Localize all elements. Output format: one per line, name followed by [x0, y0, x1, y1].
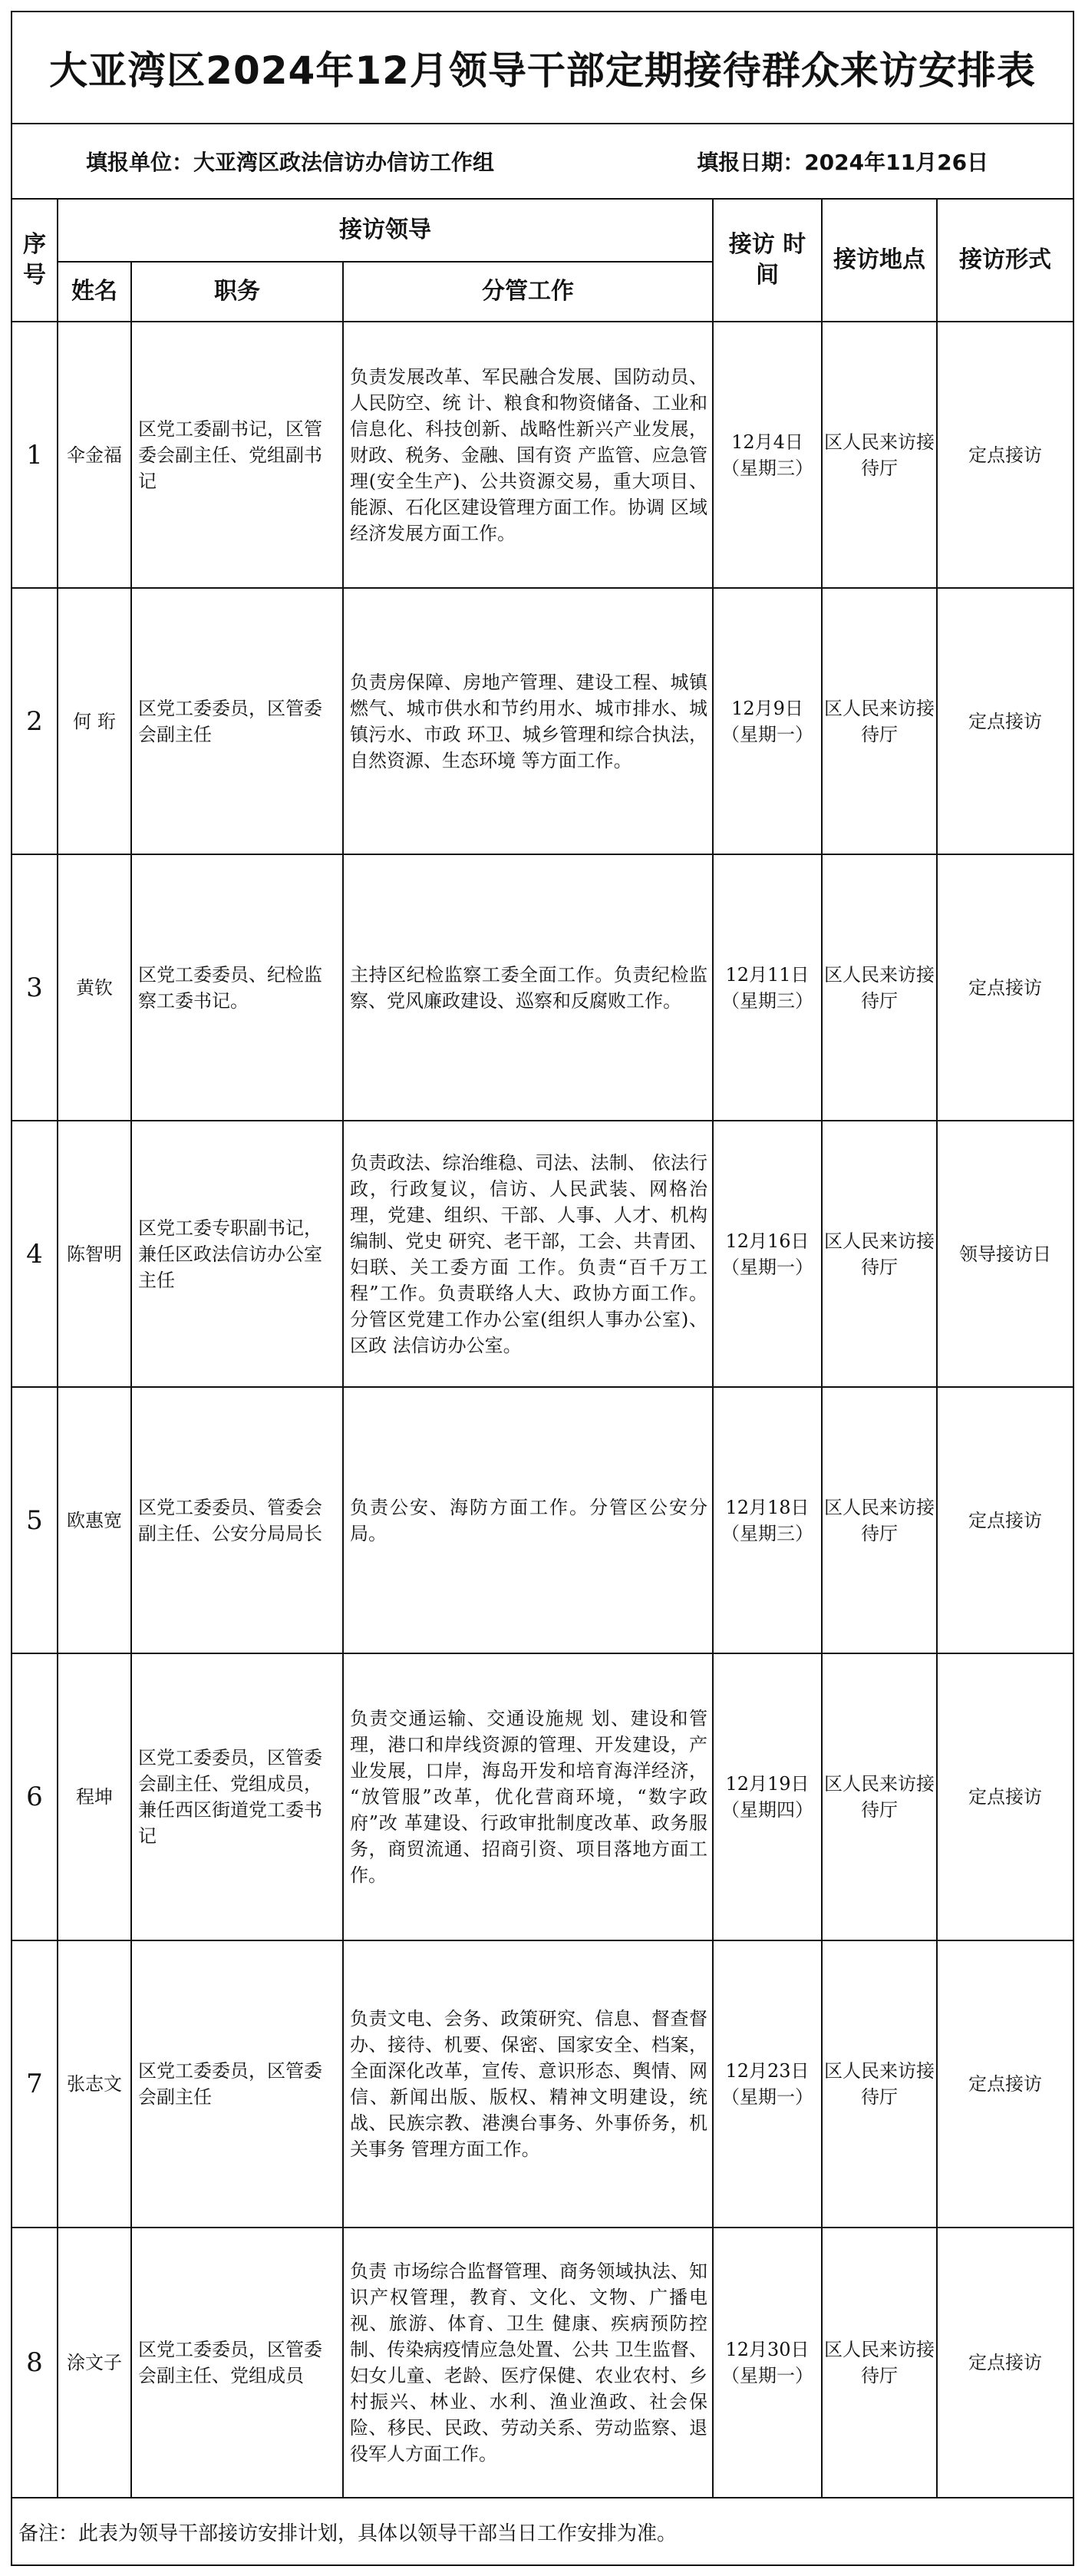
- row-form: 领导接访日: [937, 1121, 1073, 1387]
- header-place: 接访地点: [822, 199, 937, 322]
- row-place: 区人民来访接待厅: [822, 1121, 937, 1387]
- row-seq: 1: [12, 322, 58, 588]
- row-seq: 8: [12, 2228, 58, 2498]
- row-form: 定点接访: [937, 1940, 1073, 2228]
- row-time: [713, 1387, 822, 1653]
- row-time: [713, 322, 822, 588]
- row-place: 区人民来访接待厅: [822, 588, 937, 854]
- row-form: 定点接访: [937, 1387, 1073, 1653]
- row-position: 区党工委委员，区管委会副主任、党组成员，兼任西区街道党工委书记: [131, 1653, 343, 1940]
- row-date: 12月23日: [725, 2060, 810, 2082]
- row-date: 12月30日: [725, 2339, 810, 2360]
- row-place: 区人民来访接待厅: [822, 2228, 937, 2498]
- row-time: [713, 1653, 822, 1940]
- table-row: [12, 854, 1073, 1121]
- row-form: 定点接访: [937, 854, 1073, 1121]
- row-form: 定点接访: [937, 322, 1073, 588]
- row-time: [713, 2228, 822, 2498]
- row-weekday: （星期三）: [721, 1522, 813, 1544]
- row-name: 程坤: [58, 1653, 131, 1940]
- row-date: 12月18日: [725, 1496, 810, 1518]
- row-duties: 主持区纪检监察工委全面工作。负责纪检监察、党风廉政建设、巡察和反腐败工作。: [343, 854, 713, 1121]
- row-form: 定点接访: [937, 2228, 1073, 2498]
- header-form: 接访形式: [937, 199, 1073, 322]
- row-duties: 负责政法、综治维稳、司法、法制、 依法行政，行政复议，信访、人民武装、网格治理，党建、组织、干部、人事、人才、机构编制、党史 研究、老干部，工会、共青团、妇联、关工委方面 工作。负责“百千万工程”工作。负责联络人大、政协方面工作。分管区党建工作办公室(组织人事办公室)、区政 法信访办公室。: [343, 1121, 713, 1387]
- table-row: [12, 1653, 1073, 1940]
- row-name: 何 珩: [58, 588, 131, 854]
- row-date: 12月16日: [725, 1230, 810, 1252]
- row-place: 区人民来访接待厅: [822, 854, 937, 1121]
- row-weekday: （星期一）: [721, 2365, 813, 2386]
- row-duties: 负责交通运输、交通设施规 划、建设和管理，港口和岸线资源的管理、开发建设，产业发展，口岸，海岛开发和培育海洋经济， “放管服”改革，优化营商环境，“数字政府”改 革建设、行政审批制度改革、政务服务，商贸流通、招商引资、项目落地方面工作。: [343, 1653, 713, 1940]
- row-duties: 负责公安、海防方面工作。分管区公安分局。: [343, 1387, 713, 1653]
- row-form: 定点接访: [937, 588, 1073, 854]
- table-row: [12, 588, 1073, 854]
- row-date: 12月11日: [725, 963, 810, 986]
- header-time: 接访 时间: [713, 199, 822, 322]
- table-row: [12, 1387, 1073, 1653]
- table-row: [12, 2228, 1073, 2498]
- footer-note: 备注：此表为领导干部接访安排计划，具体以领导干部当日工作安排为准。: [12, 2498, 1073, 2565]
- row-position: 区党工委委员，区管委会副主任、党组成员: [131, 2228, 343, 2498]
- row-time: [713, 854, 822, 1121]
- row-place: 区人民来访接待厅: [822, 1387, 937, 1653]
- row-duties: 负责文电、会务、政策研究、信息、督查督办、接待、机要、保密、国家安全、档案，全面深化改革，宣传、意识形态、舆情、网信、新闻出版、版权、精神文明建设，统 战、民族宗教、港澳台事务、外事侨务，机关事务 管理方面工作。: [343, 1940, 713, 2228]
- row-weekday: （星期一）: [721, 1256, 813, 1278]
- row-date: 12月9日: [731, 697, 803, 719]
- row-name: 涂文子: [58, 2228, 131, 2498]
- row-weekday: （星期一）: [721, 2086, 813, 2108]
- row-weekday: （星期三）: [721, 457, 813, 479]
- row-weekday: （星期一）: [721, 723, 813, 745]
- row-position: 区党工委专职副书记，兼任区政法信访办公室主任: [131, 1121, 343, 1387]
- table-row: [12, 322, 1073, 588]
- row-form: 定点接访: [937, 1653, 1073, 1940]
- row-date: 12月4日: [731, 431, 803, 453]
- row-name: 伞金福: [58, 322, 131, 588]
- row-seq: 3: [12, 854, 58, 1121]
- row-place: 区人民来访接待厅: [822, 1653, 937, 1940]
- schedule-table: [11, 11, 1074, 2566]
- row-name: 黄钦: [58, 854, 131, 1121]
- row-name: 欧惠宽: [58, 1387, 131, 1653]
- row-position: 区党工委委员，区管委会副主任: [131, 588, 343, 854]
- row-time: [713, 1121, 822, 1387]
- page-title: 大亚湾区2024年12月领导干部定期接待群众来访安排表: [12, 12, 1073, 124]
- row-name: 陈智明: [58, 1121, 131, 1387]
- report-date: 填报日期：2024年11月26日: [697, 150, 989, 175]
- row-duties: 负责 市场综合监督管理、商务领域执法、知识产权管理，教育、文化、文物、广播电视、旅游、体育、卫生 健康、疾病预防控制、传染病疫情应急处置、公共 卫生监督、妇女儿童、老龄、医疗保健、农业农村、乡村振兴、林业、水利、渔业渔政、社会保险、移民、民政、劳动关系、劳动监察、退役军人方面工作。: [343, 2228, 713, 2498]
- row-seq: 4: [12, 1121, 58, 1387]
- header-duties: 分管工作: [343, 262, 713, 322]
- row-seq: 6: [12, 1653, 58, 1940]
- row-place: 区人民来访接待厅: [822, 322, 937, 588]
- report-unit: 填报单位：大亚湾区政法信访办信访工作组: [86, 150, 495, 175]
- row-date: 12月19日: [725, 1773, 810, 1795]
- row-position: 区党工委委员，区管委会副主任: [131, 1940, 343, 2228]
- header-position: 职务: [131, 262, 343, 322]
- table-row: [12, 1940, 1073, 2228]
- table-row: [12, 1121, 1073, 1387]
- row-position: 区党工委副书记，区管委会副主任、党组副书记: [131, 322, 343, 588]
- row-duties: 负责发展改革、军民融合发展、国防动员、人民防空、统 计、粮食和物资储备、工业和信息化、科技创新、战略性新兴产业发展，财政、税务、金融、国有资 产监管、应急管理(安全生产)、公共资源交易，重大项目、能源、石化区建设管理方面工作。协调 区域经济发展方面工作。: [343, 322, 713, 588]
- row-weekday: （星期四）: [721, 1799, 813, 1821]
- row-weekday: （星期三）: [721, 989, 813, 1012]
- row-seq: 5: [12, 1387, 58, 1653]
- row-place: 区人民来访接待厅: [822, 1940, 937, 2228]
- header-name: 姓名: [58, 262, 131, 322]
- header-seq: 序号: [12, 199, 58, 322]
- row-time: [713, 588, 822, 854]
- header-leader-group: 接访领导: [58, 199, 713, 262]
- row-position: 区党工委委员、管委会副主任、公安分局局长: [131, 1387, 343, 1653]
- row-name: 张志文: [58, 1940, 131, 2228]
- report-info: [12, 124, 1073, 199]
- row-seq: 7: [12, 1940, 58, 2228]
- row-duties: 负责房保障、房地产管理、建设工程、城镇燃气、城市供水和节约用水、城市排水、城镇污水、市政 环卫、城乡管理和综合执法，自然资源、生态环境 等方面工作。: [343, 588, 713, 854]
- row-time: [713, 1940, 822, 2228]
- row-position: 区党工委委员、纪检监察工委书记。: [131, 854, 343, 1121]
- row-seq: 2: [12, 588, 58, 854]
